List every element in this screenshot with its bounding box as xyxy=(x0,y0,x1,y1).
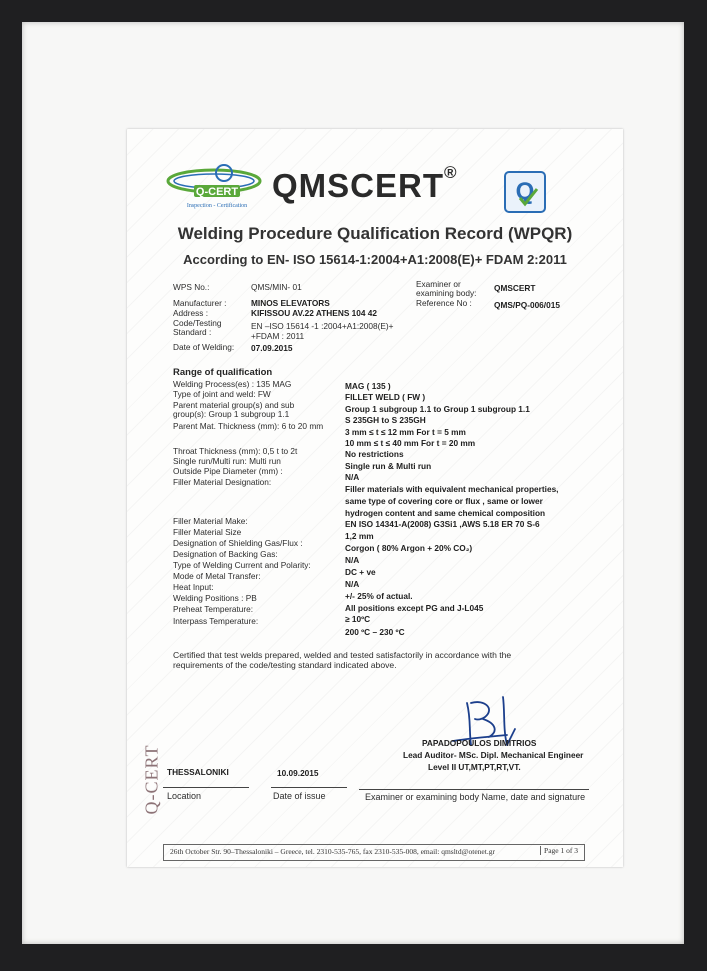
quality-badge-icon xyxy=(504,171,546,213)
range-value: N/A xyxy=(345,579,360,589)
wps-value: QMS/MIN- 01 xyxy=(251,282,302,292)
range-value: same type of covering core or flux , same or lower xyxy=(345,496,543,506)
side-stamp: Q-CERT xyxy=(141,744,162,815)
frame-mat xyxy=(22,22,684,944)
logo-left-sub: Inspection - Certification xyxy=(186,203,248,209)
code-label-1: Code/Testing xyxy=(173,318,222,328)
range-label: Welding Process(es) : 135 MAG xyxy=(173,379,292,389)
address-label: Address : xyxy=(173,308,209,318)
range-label: Single run/Multi run: Multi run xyxy=(173,456,281,466)
date-line xyxy=(271,787,347,788)
examiner-label-2: examining body: xyxy=(416,288,477,298)
range-label: Interpass Temperature: xyxy=(173,616,259,626)
manufacturer-value: MINOS ELEVATORS xyxy=(251,298,330,308)
location-value: THESSALONIKI xyxy=(167,767,229,777)
range-label: Designation of Backing Gas: xyxy=(173,549,278,559)
date-label: Date of Welding: xyxy=(173,342,235,352)
range-value: FILLET WELD ( FW ) xyxy=(345,392,426,402)
range-value: No restrictions xyxy=(345,449,404,459)
examiner-sign-label: Examiner or examining body Name, date and signature xyxy=(365,792,586,802)
wps-label: WPS No.: xyxy=(173,282,210,292)
document-subtitle: According to EN- ISO 15614-1:2004+A1:2008(E)+ FDAM 2:2011 xyxy=(183,252,567,267)
range-label: Mode of Metal Transfer: xyxy=(173,571,261,581)
page-number: Page 1 of 3 xyxy=(540,846,581,855)
range-value: 200 ºC – 230 ºC xyxy=(345,627,405,637)
range-heading: Range of qualification xyxy=(173,367,273,378)
range-value: Filler materials with equivalent mechanical properties, xyxy=(345,484,559,494)
range-value: 1,2 mm xyxy=(345,531,374,541)
range-value: +/- 25% of actual. xyxy=(345,591,413,601)
range-value: N/A xyxy=(345,472,360,482)
range-label: Parent Mat. Thickness (mm): 6 to 20 mm xyxy=(173,421,324,431)
manufacturer-label: Manufacturer : xyxy=(173,298,227,308)
reference-label: Reference No : xyxy=(416,298,472,308)
range-label: Filler Material Size xyxy=(173,527,242,537)
range-value: 10 mm ≤ t ≤ 40 mm For t = 20 mm xyxy=(345,438,476,448)
examiner-line xyxy=(359,789,589,790)
reference-value: QMS/PQ-006/015 xyxy=(494,300,560,310)
range-label: Designation of Shielding Gas/Flux : xyxy=(173,538,303,548)
range-label: Filler Material Designation: xyxy=(173,477,272,487)
range-label: Filler Material Make: xyxy=(173,516,248,526)
code-label-2: Standard : xyxy=(173,327,212,337)
footer-address: 26th October Str. 90–Thessaloniki – Greece, tel. 2310-535-765, fax 2310-535-008, email: qmsltd@otenet.gr xyxy=(170,847,495,856)
signatory-role: Lead Auditor- MSc. Dipl. Mechanical Engineer xyxy=(403,750,584,760)
range-label: Type of Welding Current and Polarity: xyxy=(173,560,311,570)
certificate-document xyxy=(127,129,623,867)
range-label: Preheat Temperature: xyxy=(173,604,254,614)
footer-contact-box xyxy=(163,844,585,861)
examiner-label-1: Examiner or xyxy=(416,279,461,289)
signatory-level: Level II UT,MT,PT,RT,VT. xyxy=(428,762,521,772)
logo-left-text: Q-CERT xyxy=(195,186,239,198)
code-value-2: +FDAM : 2011 xyxy=(251,331,305,341)
range-value: 3 mm ≤ t ≤ 12 mm For t = 5 mm xyxy=(345,427,466,437)
range-value: All positions except PG and J-L045 xyxy=(345,603,484,613)
range-value: MAG ( 135 ) xyxy=(345,381,391,391)
issue-date-label: Date of issue xyxy=(273,791,326,801)
code-value-1: EN –ISO 15614 -1 :2004+A1:2008(E)+ xyxy=(251,321,394,331)
range-label: Parent material group(s) and sub xyxy=(173,400,295,410)
range-value: hydrogen content and same chemical composition xyxy=(345,508,546,518)
address-value: KIFISSOU AV.22 ATHENS 104 42 xyxy=(251,308,378,318)
range-label: group(s): Group 1 subgroup 1.1 xyxy=(173,409,290,419)
svg-text:Q: Q xyxy=(515,178,535,205)
range-value: DC + ve xyxy=(345,567,376,577)
document-title: Welding Procedure Qualification Record (WPQR) xyxy=(177,224,573,243)
range-value: Group 1 subgroup 1.1 to Group 1 subgroup 1.1 xyxy=(345,404,530,414)
range-label: Outside Pipe Diameter (mm) : xyxy=(173,466,283,476)
range-label: Heat Input: xyxy=(173,582,214,592)
signatory-name: PAPADOPOULOS DIMITRIOS xyxy=(422,738,537,748)
range-value: EN ISO 14341-A(2008) G3Si1 ,AWS 5.18 ER 70 S-6 xyxy=(345,519,540,529)
qcert-logo-icon xyxy=(164,159,264,211)
location-line xyxy=(163,787,249,788)
range-value: Corgon ( 80% Argon + 20% CO₂) xyxy=(345,543,473,553)
range-label: Throat Thickness (mm): 0,5 t to 2t xyxy=(173,446,298,456)
examiner-value: QMSCERT xyxy=(494,283,536,293)
brand-title: QMSCERT® xyxy=(272,163,458,204)
date-value: 07.09.2015 xyxy=(251,343,293,353)
certification-line-1: Certified that test welds prepared, welded and tested satisfactorily in accordance with the xyxy=(173,650,512,660)
range-value: ≥ 10ºC xyxy=(345,614,371,624)
range-value: S 235GH to S 235GH xyxy=(345,415,426,425)
location-label: Location xyxy=(167,791,202,801)
range-label: Type of joint and weld: FW xyxy=(173,389,271,399)
range-label: Welding Positions : PB xyxy=(173,593,257,603)
range-value: Single run & Multi run xyxy=(345,461,432,471)
range-value: N/A xyxy=(345,555,360,565)
issue-date-value: 10.09.2015 xyxy=(277,768,319,778)
certification-line-2: requirements of the code/testing standard indicated above. xyxy=(173,660,397,670)
